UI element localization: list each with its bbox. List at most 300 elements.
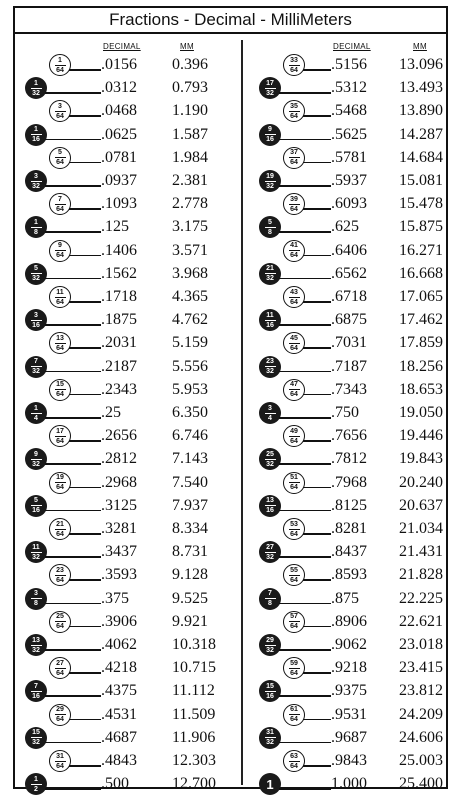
fraction-bar	[55, 204, 66, 205]
decimal-value: 1.000	[331, 775, 367, 793]
table-row	[15, 564, 239, 586]
leader-line	[45, 788, 101, 790]
decimal-value: .750	[331, 404, 359, 421]
mm-value: 17.859	[399, 334, 443, 352]
table-row	[243, 750, 448, 772]
fraction-badge	[259, 77, 281, 99]
leader-line	[279, 185, 331, 187]
mm-value: 15.478	[399, 195, 443, 213]
table-row	[243, 634, 448, 656]
leader-line	[69, 533, 101, 535]
mm-value: 21.034	[399, 520, 443, 537]
fraction-denominator: 64	[290, 344, 298, 352]
fraction-bar	[265, 413, 276, 414]
mm-value: 11.906	[172, 728, 216, 746]
decimal-value: .9843	[331, 752, 367, 769]
table-row	[15, 773, 239, 795]
fraction-numerator: 41	[290, 242, 298, 250]
table-row	[243, 657, 448, 679]
table-row	[243, 100, 448, 122]
mm-value: 13.890	[399, 102, 443, 120]
mm-value: 5.556	[172, 357, 208, 375]
table-row	[15, 309, 239, 331]
fraction-numerator: 5	[34, 497, 38, 505]
leader-line	[279, 371, 331, 373]
fraction-numerator: 29	[266, 636, 274, 644]
fraction-numerator: 61	[290, 706, 298, 714]
fraction-bar	[31, 181, 42, 182]
fraction-denominator: 64	[56, 298, 64, 306]
fraction-badge	[49, 564, 71, 586]
decimal-value: .8437	[331, 543, 367, 561]
table-row	[15, 216, 239, 238]
table-row	[15, 518, 239, 540]
mm-value: 6.350	[172, 404, 208, 421]
leader-line	[279, 742, 331, 744]
table-row	[15, 379, 239, 401]
fraction-bar	[55, 389, 66, 390]
fraction-denominator: 16	[266, 321, 274, 329]
decimal-value: .0468	[101, 102, 137, 120]
fraction-bar	[31, 134, 42, 135]
fraction-badge	[283, 564, 305, 586]
fraction-denominator: 64	[56, 530, 64, 538]
fraction-denominator: 64	[56, 437, 64, 445]
fraction-denominator: 32	[32, 368, 40, 376]
fraction-denominator: 32	[32, 553, 40, 561]
leader-line	[69, 208, 101, 210]
decimal-value: .5312	[331, 79, 367, 97]
leader-line	[303, 69, 331, 71]
fraction-numerator: 55	[290, 566, 298, 574]
mm-value: 3.571	[172, 241, 208, 259]
fraction-numerator: 3	[34, 590, 38, 598]
fraction-denominator: 8	[268, 228, 272, 236]
fraction-numerator: 31	[266, 729, 274, 737]
mm-header: MM	[413, 42, 427, 51]
fraction-bar	[55, 250, 66, 251]
mm-value: 1.190	[172, 102, 208, 120]
leader-line	[69, 255, 101, 257]
fraction-denominator: 64	[290, 716, 298, 724]
mm-value: 6.746	[172, 427, 208, 445]
fraction-badge	[283, 286, 305, 308]
leader-line	[69, 115, 101, 117]
fraction-bar	[31, 320, 42, 321]
table-row	[243, 472, 448, 494]
decimal-value: .6406	[331, 241, 367, 259]
fraction-numerator: 25	[56, 613, 64, 621]
fraction-numerator: 5	[58, 149, 62, 157]
fraction-bar	[55, 529, 66, 530]
fraction-bar	[31, 459, 42, 460]
fraction-badge	[283, 518, 305, 540]
decimal-value: .3437	[101, 543, 137, 561]
fraction-bar	[265, 134, 276, 135]
fraction-numerator: 1	[34, 775, 38, 783]
decimal-value: .1875	[101, 311, 137, 329]
leader-line	[279, 324, 331, 326]
fraction-badge	[25, 773, 47, 795]
fraction-denominator: 64	[56, 576, 64, 584]
mm-value: 25.400	[399, 775, 443, 793]
fraction-badge	[283, 147, 305, 169]
fraction-bar	[31, 691, 42, 692]
fraction-numerator: 9	[34, 450, 38, 458]
fraction-denominator: 32	[266, 89, 274, 97]
leader-line	[279, 463, 331, 465]
mm-value: 9.525	[172, 589, 208, 607]
table-row	[15, 170, 239, 192]
table-row	[15, 448, 239, 470]
table-row	[243, 54, 448, 76]
mm-value: 19.843	[399, 450, 443, 468]
table-row	[243, 773, 448, 795]
fraction-badge	[49, 240, 71, 262]
mm-value: 0.793	[172, 79, 208, 97]
mm-value: 3.175	[172, 218, 208, 236]
leader-line	[279, 695, 331, 697]
fraction-numerator: 31	[56, 752, 64, 760]
fraction-badge	[259, 124, 281, 146]
table-row	[15, 680, 239, 702]
leader-line	[279, 788, 331, 790]
fraction-denominator: 64	[290, 205, 298, 213]
fraction-bar	[55, 343, 66, 344]
table-row	[243, 727, 448, 749]
fraction-numerator: 11	[32, 543, 40, 551]
fraction-bar	[55, 436, 66, 437]
fraction-badge	[49, 286, 71, 308]
mm-value: 8.731	[172, 543, 208, 561]
leader-line	[69, 301, 101, 303]
fraction-denominator: 64	[290, 576, 298, 584]
table-row	[243, 379, 448, 401]
leader-line	[69, 162, 101, 164]
decimal-value: .0312	[101, 79, 137, 97]
decimal-value: .1562	[101, 264, 137, 282]
table-row	[15, 634, 239, 656]
leader-line	[69, 69, 101, 71]
fraction-bar	[289, 204, 300, 205]
decimal-value: .2187	[101, 357, 137, 375]
fraction-numerator: 7	[34, 358, 38, 366]
leader-line	[279, 139, 331, 141]
fraction-bar	[265, 737, 276, 738]
decimal-header: DECIMAL	[333, 42, 371, 51]
fraction-numerator: 7	[58, 195, 62, 203]
decimal-value: .6562	[331, 264, 367, 282]
fraction-badge	[259, 773, 281, 795]
fraction-numerator: 3	[34, 311, 38, 319]
decimal-value: .8125	[331, 496, 367, 514]
decimal-value: .4062	[101, 636, 137, 653]
table-row	[243, 77, 448, 99]
table-row	[15, 147, 239, 169]
table-row	[243, 286, 448, 308]
table-row	[15, 588, 239, 610]
leader-line	[303, 672, 331, 674]
fraction-numerator: 1	[34, 404, 38, 412]
table-row	[15, 402, 239, 424]
mm-value: 23.415	[399, 659, 443, 677]
mm-value: 13.096	[399, 56, 443, 73]
fraction-denominator: 64	[56, 344, 64, 352]
mm-value: 1.587	[172, 125, 208, 143]
fraction-numerator: 53	[290, 520, 298, 528]
fraction-numerator: 39	[290, 195, 298, 203]
mm-value: 14.684	[399, 148, 443, 166]
leader-line	[45, 278, 101, 280]
fraction-bar	[31, 737, 42, 738]
leader-line	[45, 231, 101, 233]
table-row	[243, 193, 448, 215]
fraction-badge	[49, 379, 71, 401]
mm-value: 9.921	[172, 612, 208, 630]
fraction-numerator: 21	[266, 265, 274, 273]
fraction-denominator: 16	[266, 507, 274, 515]
decimal-value: .7343	[331, 380, 367, 398]
fraction-badge	[283, 611, 305, 633]
mm-value: 25.003	[399, 752, 443, 769]
conversion-chart	[13, 6, 448, 793]
mm-value: 4.762	[172, 311, 208, 329]
fraction-badge	[49, 54, 71, 76]
decimal-value: .1406	[101, 241, 137, 259]
fraction-denominator: 32	[266, 182, 274, 190]
mm-value: 2.381	[172, 172, 208, 189]
fraction-badge	[49, 611, 71, 633]
mm-value: 24.606	[399, 728, 443, 746]
table-row	[15, 240, 239, 262]
leader-line	[303, 765, 331, 767]
table-row	[15, 611, 239, 633]
fraction-bar	[289, 621, 300, 622]
mm-value: 10.715	[172, 659, 216, 677]
leader-line	[45, 695, 101, 697]
chart-title: Fractions - Decimal - MilliMeters	[15, 8, 446, 34]
fraction-bar	[289, 111, 300, 112]
leader-line	[69, 765, 101, 767]
leader-line	[303, 440, 331, 442]
fraction-badge	[25, 448, 47, 470]
fraction-numerator: 15	[32, 729, 40, 737]
fraction-bar	[265, 88, 276, 89]
table-row	[15, 495, 239, 517]
mm-value: 7.143	[172, 450, 208, 468]
leader-line	[69, 719, 101, 721]
leader-line	[45, 139, 101, 141]
mm-value: 0.396	[172, 56, 208, 73]
decimal-value: .6093	[331, 195, 367, 213]
fraction-badge	[283, 472, 305, 494]
fraction-numerator: 57	[290, 613, 298, 621]
fraction-bar	[265, 645, 276, 646]
fraction-denominator: 64	[290, 437, 298, 445]
decimal-value: .2031	[101, 334, 137, 352]
mm-value: 11.509	[172, 705, 216, 723]
decimal-value: .7031	[331, 334, 367, 352]
mm-value: 11.112	[172, 682, 215, 700]
leader-line	[303, 115, 331, 117]
fraction-bar	[265, 227, 276, 228]
fraction-denominator: 32	[32, 182, 40, 190]
fraction-numerator: 33	[290, 56, 298, 64]
fraction-denominator: 32	[32, 89, 40, 97]
fraction-badge	[25, 216, 47, 238]
decimal-value: .375	[101, 589, 129, 607]
decimal-value: .7968	[331, 473, 367, 491]
table-row	[243, 588, 448, 610]
leader-line	[45, 463, 101, 465]
decimal-value: .1718	[101, 288, 137, 305]
mm-value: 23.812	[399, 682, 443, 700]
mm-value: 16.271	[399, 241, 443, 259]
decimal-value: .1093	[101, 195, 137, 213]
mm-value: 20.637	[399, 496, 443, 514]
fraction-denominator: 64	[290, 252, 298, 260]
decimal-value: .8906	[331, 612, 367, 630]
table-row	[15, 356, 239, 378]
fraction-denominator: 64	[290, 484, 298, 492]
fraction-bar	[55, 482, 66, 483]
decimal-header: DECIMAL	[103, 42, 141, 51]
table-row	[15, 472, 239, 494]
table-row	[243, 263, 448, 285]
fraction-denominator: 32	[266, 275, 274, 283]
fraction-denominator: 64	[290, 112, 298, 120]
fraction-badge	[283, 379, 305, 401]
decimal-value: .9375	[331, 682, 367, 700]
fraction-bar	[31, 784, 42, 785]
leader-line	[69, 347, 101, 349]
leader-line	[45, 649, 101, 651]
fraction-numerator: 37	[290, 149, 298, 157]
leader-line	[303, 626, 331, 628]
table-row	[15, 704, 239, 726]
table-row	[243, 402, 448, 424]
decimal-value: .5937	[331, 172, 367, 189]
fraction-numerator: 1	[34, 126, 38, 134]
mm-value: 16.668	[399, 264, 443, 282]
decimal-value: .9062	[331, 636, 367, 653]
fraction-denominator: 64	[56, 112, 64, 120]
fraction-denominator: 2	[34, 785, 38, 793]
fraction-badge	[25, 124, 47, 146]
fraction-numerator: 1	[266, 776, 274, 792]
fraction-denominator: 32	[266, 646, 274, 654]
fraction-denominator: 4	[34, 414, 38, 422]
fraction-denominator: 4	[268, 414, 272, 422]
fraction-bar	[31, 413, 42, 414]
fraction-badge	[283, 193, 305, 215]
fraction-badge	[49, 472, 71, 494]
fraction-numerator: 25	[266, 450, 274, 458]
leader-line	[69, 394, 101, 396]
fraction-numerator: 23	[266, 358, 274, 366]
fraction-denominator: 64	[56, 66, 64, 74]
mm-value: 24.209	[399, 705, 443, 723]
table-row	[243, 518, 448, 540]
fraction-numerator: 19	[56, 474, 64, 482]
decimal-value: .3281	[101, 520, 137, 537]
mm-value: 19.446	[399, 427, 443, 445]
table-row	[243, 425, 448, 447]
fraction-numerator: 47	[290, 381, 298, 389]
fraction-numerator: 17	[56, 427, 64, 435]
table-row	[243, 124, 448, 146]
leader-line	[279, 231, 331, 233]
decimal-value: .7187	[331, 357, 367, 375]
mm-value: 10.318	[172, 636, 216, 653]
table-row	[15, 425, 239, 447]
table-row	[15, 193, 239, 215]
fraction-denominator: 16	[32, 692, 40, 700]
fraction-bar	[55, 157, 66, 158]
table-row	[243, 541, 448, 563]
mm-value: 15.081	[399, 172, 443, 189]
fraction-denominator: 8	[34, 600, 38, 608]
decimal-value: .5468	[331, 102, 367, 120]
table-row	[243, 564, 448, 586]
fraction-bar	[55, 111, 66, 112]
fraction-denominator: 32	[32, 460, 40, 468]
fraction-numerator: 17	[266, 79, 274, 87]
decimal-value: .9687	[331, 728, 367, 746]
leader-line	[69, 626, 101, 628]
fraction-bar	[31, 645, 42, 646]
fraction-badge	[259, 495, 281, 517]
fraction-numerator: 35	[290, 102, 298, 110]
fraction-numerator: 23	[56, 566, 64, 574]
fraction-denominator: 64	[56, 205, 64, 213]
fraction-badge	[259, 634, 281, 656]
fraction-badge	[49, 193, 71, 215]
fraction-denominator: 64	[290, 298, 298, 306]
table-row	[243, 240, 448, 262]
decimal-value: .2343	[101, 380, 137, 398]
decimal-value: .2812	[101, 450, 137, 468]
decimal-value: .0156	[101, 56, 137, 73]
fraction-bar	[265, 320, 276, 321]
fraction-numerator: 19	[266, 172, 274, 180]
mm-value: 20.240	[399, 473, 443, 491]
fraction-bar	[289, 157, 300, 158]
fraction-bar	[289, 436, 300, 437]
fraction-badge	[283, 704, 305, 726]
leader-line	[303, 347, 331, 349]
fraction-denominator: 32	[266, 553, 274, 561]
table-row	[15, 77, 239, 99]
fraction-bar	[55, 65, 66, 66]
fraction-numerator: 3	[34, 172, 38, 180]
fraction-denominator: 16	[32, 507, 40, 515]
fraction-badge	[259, 680, 281, 702]
fraction-denominator: 32	[266, 460, 274, 468]
fraction-numerator: 29	[56, 706, 64, 714]
decimal-value: .6718	[331, 288, 367, 305]
fraction-bar	[265, 181, 276, 182]
fraction-bar	[289, 297, 300, 298]
mm-value: 2.778	[172, 195, 208, 213]
fraction-bar	[31, 598, 42, 599]
leader-line	[45, 510, 101, 512]
fraction-denominator: 64	[56, 252, 64, 260]
fraction-numerator: 13	[266, 497, 274, 505]
leader-line	[69, 440, 101, 442]
mm-value: 17.065	[399, 288, 443, 305]
leader-line	[303, 255, 331, 257]
